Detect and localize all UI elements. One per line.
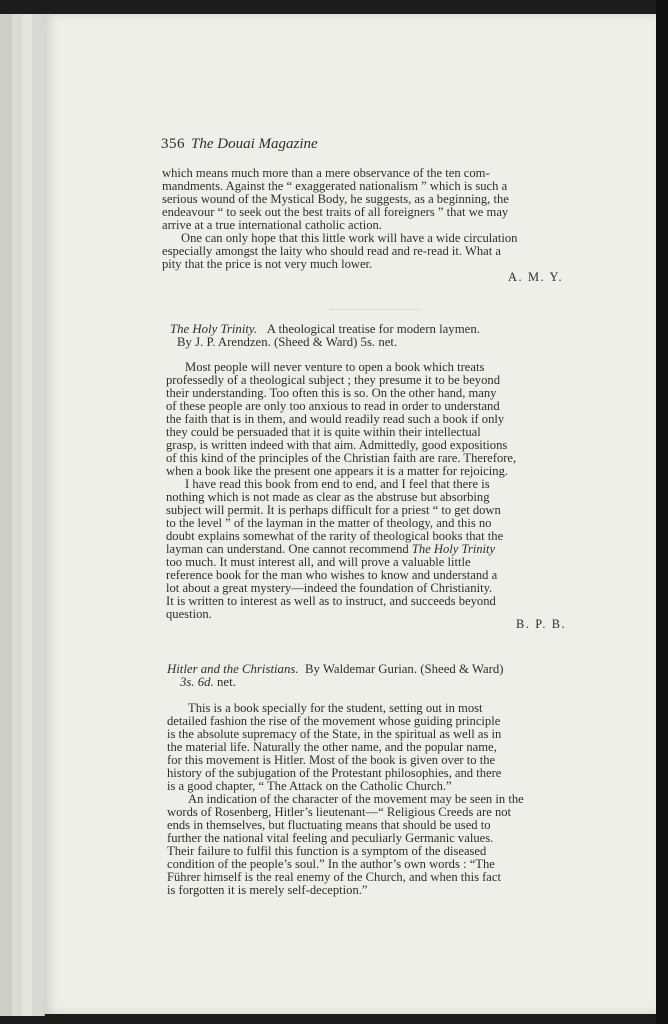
text-line: they could be persuaded that it is quite within their intellectual <box>166 425 481 439</box>
book-title-line <box>170 324 480 335</box>
text-line: detailed fashion the rise of the movement whose guiding principle <box>167 714 501 728</box>
text-line: I have read this book from end to end, and I feel that there is <box>185 477 490 491</box>
book-cover-edge <box>656 0 668 1024</box>
text-line: is the absolute supremacy of the State, in the spiritual as well as in <box>167 727 502 741</box>
text-line: subject will permit. It is perhaps difficult for a priest “ to get down <box>166 503 501 517</box>
text-line: Führer himself is the real enemy of the Church, and when this fact <box>167 870 501 884</box>
magazine-title: The Douai Magazine <box>191 136 318 152</box>
book-description: A theological treatise for modern laymen. <box>266 322 480 336</box>
text-line: words of Rosenberg, Hitler’s lieutenant—“ Religious Creeds are not <box>167 805 512 819</box>
reviewer-signature: A. M. Y. <box>508 270 564 284</box>
text-line: mandments. Against the “ exaggerated nationalism ” which is such a <box>162 179 508 193</box>
price-line <box>180 677 236 688</box>
price-shillings: 3s. <box>180 675 195 689</box>
book-title: The Holy Trinity. <box>170 322 258 336</box>
text-line: doubt explains somewhat of the rarity of theological books that the <box>166 529 504 543</box>
text-line: further the national vital feeling and peculiarly Germanic values. <box>167 831 494 845</box>
text-line-with-title <box>166 544 495 555</box>
text-line: when a book like the present one appears it is a matter for rejoicing. <box>166 464 509 478</box>
text-line: It is written to interest as well as to instruct, and succeeds beyond <box>166 594 496 608</box>
text-line: too much. It must interest all, and will prove a valuable little <box>166 555 471 569</box>
text-line: their understanding. Too often this is so. On the other hand, many <box>166 386 497 400</box>
text-line: endeavour “ to seek out the best traits of all foreigners ” that we may <box>162 205 509 219</box>
text-line: This is a book specially for the student, setting out in most <box>188 701 483 715</box>
reviewer-signature: B. P. B. <box>516 617 567 631</box>
text-line: One can only hope that this little work will have a wide circulation <box>181 231 518 245</box>
text-line: nothing which is not made as clear as the abstruse but absorbing <box>166 490 490 504</box>
text-line: An indication of the character of the movement may be seen in the <box>188 792 524 806</box>
text-line: question. <box>166 607 212 621</box>
page-number: 356 <box>161 136 185 152</box>
text-line: pity that the price is not very much lower. <box>162 257 373 271</box>
text-line: the material life. Naturally the other name, and the popular name, <box>167 740 497 754</box>
text-line: arrive at a true international catholic action. <box>162 218 382 232</box>
text-line: is forgotten it is merely self-deception.” <box>167 883 368 897</box>
text-line: of this kind of the principles of the Christian faith are rare. Therefore, <box>166 451 517 465</box>
author-line: By J. P. Arendzen. (Sheed & Ward) 5s. net. <box>177 335 398 349</box>
text-line: ends in themselves, but fluctuating means that should be used to <box>167 818 491 832</box>
text-line: the faith that is in them, and would readily read such a book if only <box>166 412 505 426</box>
text-line: which means much more than a mere observance of the ten com- <box>162 166 490 180</box>
book-title: Hitler and the Christians. <box>167 662 299 676</box>
text-line: professedly of a theological subject ; they presume it to be beyond <box>166 373 500 387</box>
section-divider <box>330 309 420 311</box>
price-suffix: net. <box>216 675 236 689</box>
price-pence: 6d. <box>197 675 214 689</box>
text-line: Their failure to fulfil this function is a symptom of the diseased <box>167 844 487 858</box>
text-line: is a good chapter, “ The Attack on the Catholic Church.” <box>167 779 452 793</box>
text-line: grasp, is written indeed with that aim. Admittedly, good expositions <box>166 438 508 452</box>
text-line: especially amongst the laity who should read and re-read it. What a <box>162 244 501 258</box>
text-line: history of the subjugation of the Protestant philosophies, and there <box>167 766 502 780</box>
text-line: lot about a great mystery—indeed the foundation of Christianity. <box>166 581 493 595</box>
author-line: By Waldemar Gurian. (Sheed & Ward) <box>304 662 504 676</box>
text-line: serious wound of the Mystical Body, he suggests, as a beginning, the <box>162 192 509 206</box>
text-line: for this movement is Hitler. Most of the book is given over to the <box>167 753 496 767</box>
inline-book-title: The Holy Trinity <box>411 542 496 556</box>
text-line: of these people are only too anxious to read in order to understand <box>166 399 500 413</box>
text-line: reference book for the man who wishes to know and understand a <box>166 568 498 582</box>
text-line: to the level ” of the layman in the matter of theology, and this no <box>166 516 492 530</box>
running-header <box>161 136 318 153</box>
text-line: condition of the people’s soul.” In the author’s own words : “The <box>167 857 495 871</box>
book-title-line <box>167 664 504 675</box>
text-fragment: layman can understand. One cannot recommend <box>166 542 409 556</box>
text-line: Most people will never venture to open a book which treats <box>185 360 485 374</box>
